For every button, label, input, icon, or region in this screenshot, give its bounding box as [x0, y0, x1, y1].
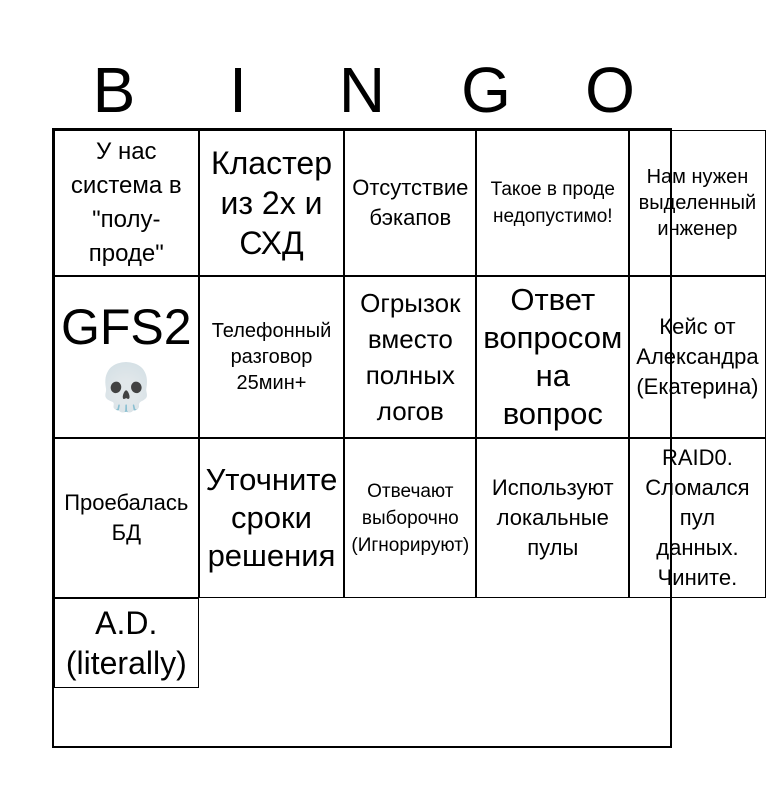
- cell-text: Такое в проде недопустимо!: [490, 179, 615, 227]
- cell-text: Ответ вопросом на вопрос: [483, 282, 623, 431]
- cell-text: Уточните сроки решения: [205, 462, 338, 573]
- header-letter-i: I: [229, 54, 247, 126]
- bingo-cell-r3c1[interactable]: [476, 276, 629, 438]
- bingo-cell-r4c2[interactable]: [476, 438, 629, 598]
- skull-icon: 💀: [97, 361, 155, 413]
- bingo-cell-r2c3[interactable]: [199, 276, 345, 438]
- cell-text: Отвечают выборочно (Игнорируют): [351, 480, 470, 556]
- cell-text: Нам нужен выделенный инженер: [638, 166, 757, 240]
- cell-text: У нас система в "полу-проде": [70, 138, 182, 267]
- bingo-header: [52, 52, 672, 128]
- bingo-cell-r3c4[interactable]: [199, 438, 345, 598]
- bingo-cell-r4c1[interactable]: [344, 438, 476, 598]
- cell-text: Кейс от Александра (Екатерина): [636, 314, 759, 399]
- cell-text: Используют локальные пулы: [491, 475, 614, 560]
- bingo-cell-r1c4[interactable]: [476, 130, 629, 276]
- cell-text: Кластер из 2х и СХД: [210, 145, 332, 261]
- cell-text: GFS2: [61, 299, 192, 355]
- cell-text: A.D. (literally): [65, 605, 187, 681]
- bingo-board: [52, 128, 759, 748]
- bingo-cell-r1c3[interactable]: [344, 130, 476, 276]
- bingo-cell-r3c2[interactable]: [629, 276, 765, 438]
- header-letter-g: G: [461, 54, 511, 126]
- bingo-cell-r2c4[interactable]: [344, 276, 476, 438]
- bingo-cell-r1c2[interactable]: [199, 130, 345, 276]
- bingo-cell-r4c3[interactable]: [629, 438, 765, 598]
- bingo-cell-r1c1[interactable]: [54, 130, 199, 276]
- cell-text: Телефонный разговор 25мин+: [211, 320, 332, 394]
- cell-text: Отсутствие бэкапов: [352, 175, 469, 230]
- bingo-cell-r2c1[interactable]: [629, 130, 765, 276]
- cell-text: RAID0. Сломался пул данных. Чините.: [645, 445, 750, 590]
- bingo-cell-r4c4[interactable]: [54, 598, 199, 688]
- bingo-cell-r2c2[interactable]: [54, 276, 199, 438]
- header-letter-o: O: [585, 54, 635, 126]
- cell-text: Проебалась БД: [64, 490, 189, 545]
- header-letter-b: B: [92, 54, 136, 126]
- cell-text: Огрызок вместо полных логов: [360, 288, 461, 426]
- bingo-cell-r3c3[interactable]: [54, 438, 199, 598]
- header-letter-n: N: [338, 54, 386, 126]
